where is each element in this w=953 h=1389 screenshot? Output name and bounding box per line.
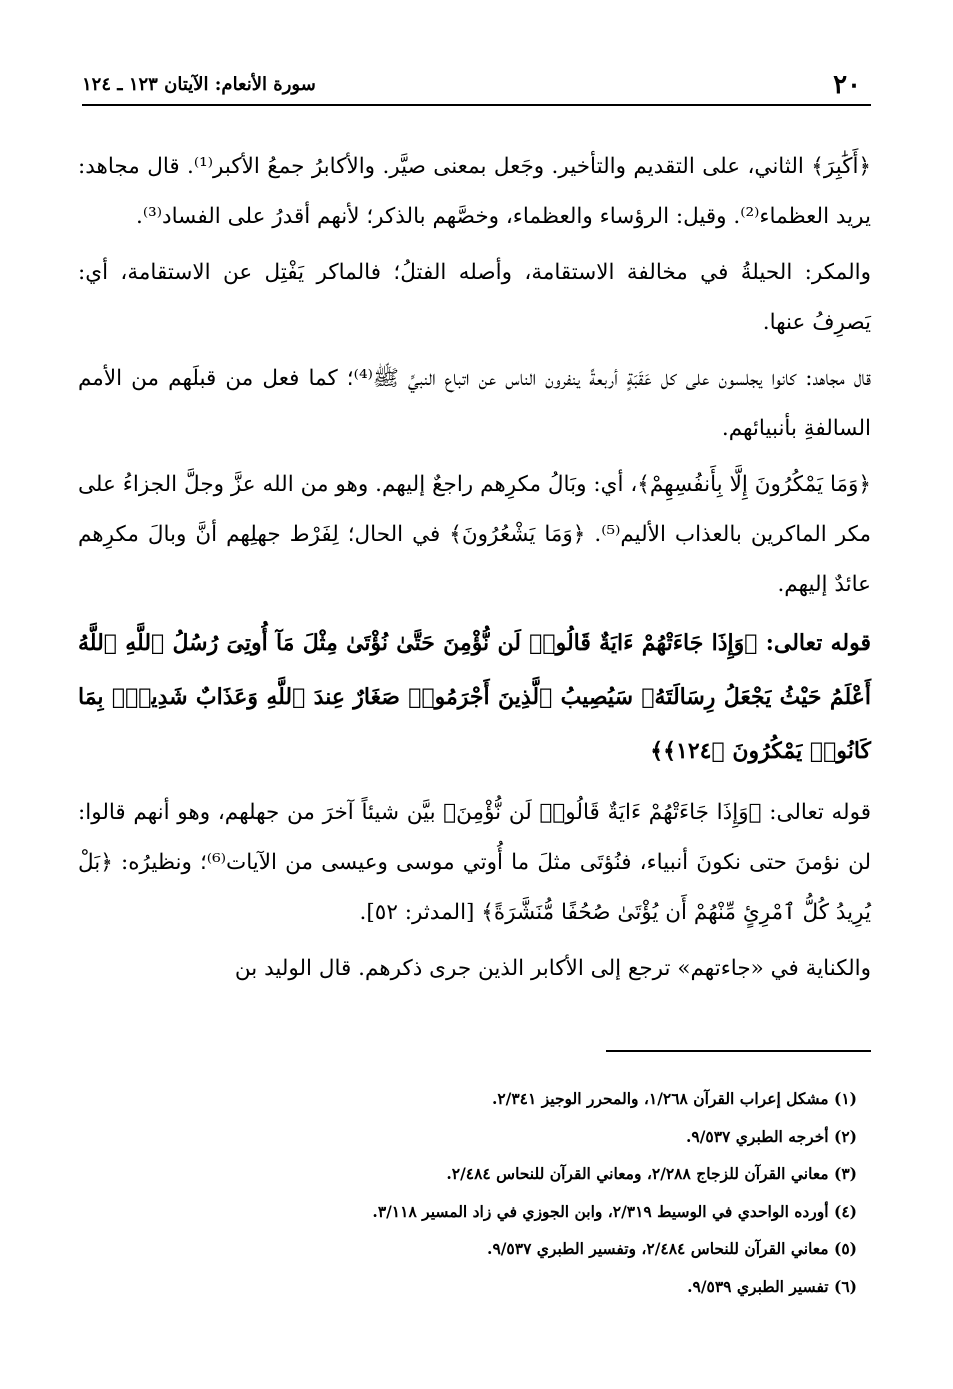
footnote: (٤) أورده الواحدي في الوسيط ٢/٣١٩، وابن الجوزي في زاد المسير ٣/١١٨. (372, 1201, 857, 1221)
footnote: (٣) معاني القرآن للزجاج ٢/٢٨٨، ومعاني القرآن للنحاس ٢/٤٨٤. (446, 1164, 857, 1184)
footnote-divider (606, 1050, 871, 1052)
paragraph: ﴿أَكَٰبِرَ﴾ الثاني، على التقديم والتأخير. وجَعل بمعنى صيَّر. والأكابرُ جمعُ الأكبر⁽¹⁾. قال مجاهد: يريد العظماء⁽²⁾. وقيل: الرؤساء والعظماء، وخصَّهم بالذكر؛ لأنهم أقدرُ على الفساد⁽³⁾. (78, 154, 872, 229)
footnotes (82, 1080, 857, 1306)
running-title: سورة الأنعام: الآيتان ١٢٣ ـ ١٢٤ (82, 74, 316, 95)
paragraph: والمكر: الحيلةُ في مخالفة الاستقامة، وأصله الفتلُ؛ فالماكر يَفْتِل عن الاستقامة، أي: يَصرِفُ عنها. (78, 260, 871, 335)
paragraph: قال مجاهد: كانوا يجلسون على كل عَقَبَةٍ أربعةً ينفرون الناس عن اتباع النبيِّ ﷺ⁽⁴⁾؛ كما فعل من قبلَهم من الأمم السالفةِ بأنبيائهم. (78, 366, 871, 441)
main-text (78, 142, 871, 1000)
footnote: (٢) أخرجه الطبري ٩/٥٣٧. (685, 1126, 857, 1146)
page-number: ٢٠ (833, 70, 861, 100)
verse-paragraph: قوله تعالى: ﴿وَإِذَا جَاءَتْهُمْ ءَايَةٌ قَالُوا۟ لَن نُّؤْمِنَ حَتَّىٰ نُؤْتَىٰ مِثْلَ مَآ أُوتِىَ رُسُلُ ٱللَّهِ ٱللَّهُ أَعْلَمُ حَيْثُ يَجْعَلُ رِسَالَتَهُۥ سَيُصِيبُ ٱلَّذِينَ أَجْرَمُوا۟ صَغَارٌ عِندَ ٱللَّهِ وَعَذَابٌ شَدِيدٌۢ بِمَا كَانُوا۟ يَمْكُرُونَ ﴿١٢٤﴾﴾ (78, 630, 871, 764)
paragraph: والكناية في «جاءتهم» ترجع إلى الأكابر الذين جرى ذكرهم. قال الوليد بن (234, 956, 871, 981)
footnote: (٥) معاني القرآن للنحاس ٢/٤٨٤، وتفسير الطبري ٩/٥٣٧. (487, 1239, 857, 1259)
page-header (82, 66, 871, 106)
paragraph: ﴿وَمَا يَمْكُرُونَ إِلَّا بِأَنفُسِهِمْ﴾، أي: وبَالُ مكرِهم راجعٌ إليهم. وهو من الله عزَّ وجلَّ الجزاءُ على مكر الماكرين بالعذاب الأليم⁽⁵⁾. ﴿وَمَا يَشْعُرُونَ﴾ في الحال؛ لِفَرْط جهلِهم أنَّ وبالَ مكرِهم عائدٌ إليهم. (78, 472, 871, 597)
footnote: (١) مشكل إعراب القرآن ١/٢٦٨، والمحرر الوجيز ٢/٣٤١. (491, 1089, 857, 1108)
paragraph: قوله تعالى: ﴿وَإِذَا جَاءَتْهُمْ ءَايَةٌ قَالُوا۟ لَن نُّؤْمِنَ﴾ بيَّن شيئاً آخرَ من جهلهم، وهو أنهم قالوا: لن نؤمنَ حتى نكونَ أنبياء، فنُؤتَى مثلَ ما أُوتي موسى وعيسى من الآيات⁽⁶⁾؛ ونظيرُه: ﴿بَلْ يُرِيدُ كُلُّ ٱمْرِئٍ مِّنْهُمْ أَن يُؤْتَىٰ صُحُفًا مُّنَشَّرَةً﴾ [المدثر: ٥٢]. (78, 800, 871, 925)
footnote: (٦) تفسير الطبري ٩/٥٣٩. (687, 1276, 857, 1296)
